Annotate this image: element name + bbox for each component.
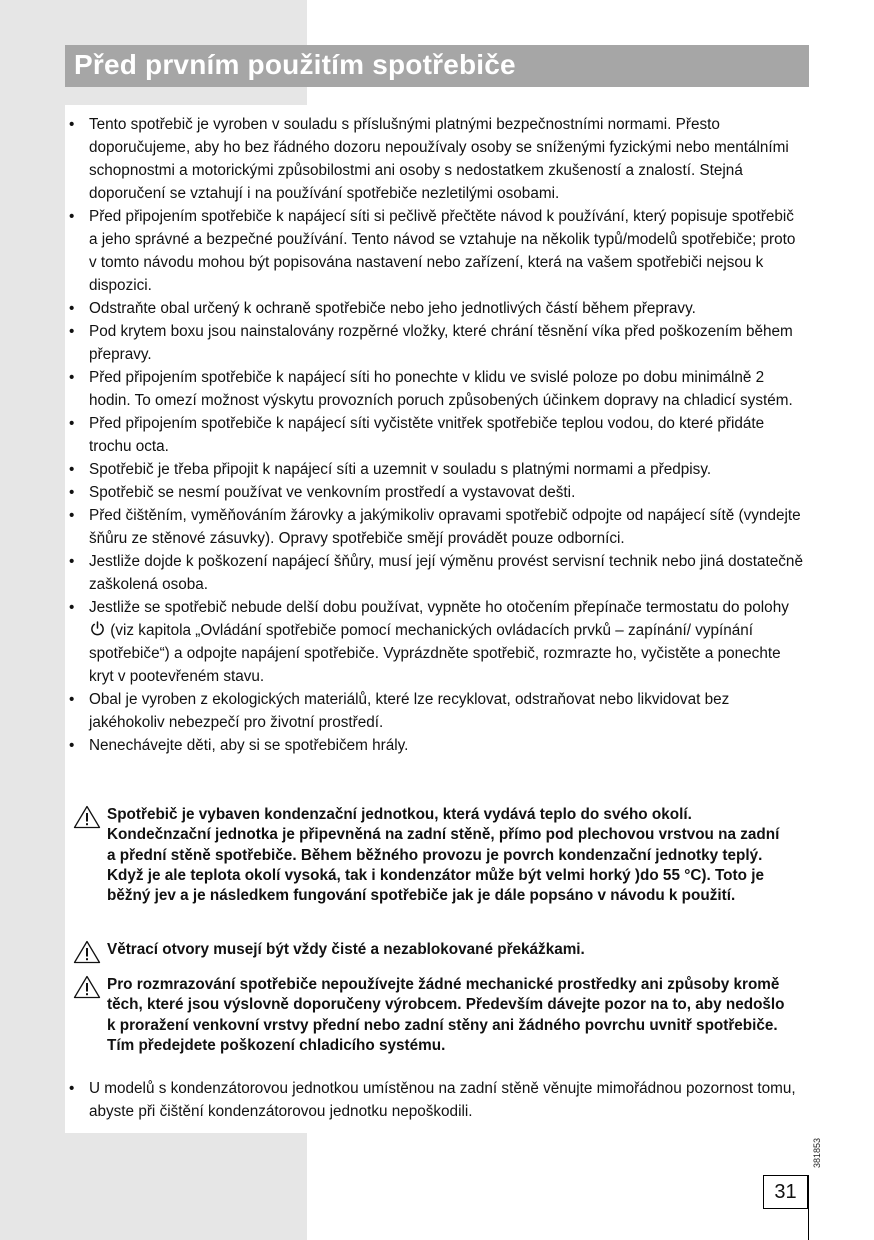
- bullet-dot: •: [69, 507, 75, 524]
- list-item-text: Před připojením spotřebiče k napájecí síti vyčistěte vnitřek spotřebiče teplou vodou, do které přidáte trochu octa.: [89, 415, 765, 455]
- list-item-text: Jestliže dojde k poškození napájecí šňůry, musí její výměnu provést servisní technik nebo jiná dostatečně zaškolená osoba.: [89, 553, 803, 593]
- title-bar: [65, 45, 809, 87]
- list-item-text: Odstraňte obal určený k ochraně spotřebiče nebo jeho jednotlivých částí během přepravy.: [89, 300, 696, 317]
- bullet-dot: •: [69, 461, 75, 478]
- bullet-dot: •: [69, 737, 75, 754]
- warning-text: Větrací otvory musejí být vždy čisté a nezablokované překážkami.: [107, 941, 585, 958]
- document-code: 381853: [812, 1137, 822, 1168]
- power-icon: [90, 621, 105, 636]
- list-item-text: Obal je vyroben z ekologických materiálů, které lze recyklovat, odstraňovat nebo likvidovat bez jakéhokoliv nebezpečí pro životní prostředí.: [89, 691, 730, 731]
- warning-block: [65, 975, 809, 1056]
- bullet-list: [65, 105, 809, 757]
- bullet-dot: •: [69, 599, 75, 616]
- list-item: [65, 205, 809, 297]
- page-number: 31: [763, 1175, 808, 1209]
- page-edge-line: [808, 1175, 809, 1240]
- list-item-text: Tento spotřebič je vyroben v souladu s příslušnými platnými bezpečnostními normami. Přesto doporučujeme, aby ho bez řádného dozoru nepoužívaly osoby se sníženými fyzickými nebo mentálními schopnostmi a motorickými způsobilostmi ani osoby s nedostatkem zkušeností a znalostí. Stejná doporučení se vztahují i na používání spotřebiče nezletilými osobami.: [89, 116, 789, 202]
- list-item: [65, 1077, 809, 1123]
- warning-triangle-icon: [73, 805, 101, 829]
- warning-block: [65, 940, 809, 960]
- bullet-dot: •: [69, 300, 75, 317]
- bullet-dot: •: [69, 116, 75, 133]
- list-item: [65, 297, 809, 320]
- warning-block: [65, 805, 809, 906]
- page-title: Před prvním použitím spotřebiče: [74, 49, 516, 80]
- bullet-dot: •: [69, 553, 75, 570]
- list-item-text: U modelů s kondenzátorovou jednotkou umístěnou na zadní stěně věnujte mimořádnou pozornost tomu, abyste při čištění kondenzátorovou jednotku nepoškodili.: [89, 1080, 796, 1120]
- list-item: [65, 113, 809, 205]
- list-item-text: Před připojením spotřebiče k napájecí síti si pečlivě přečtěte návod k používání, který popisuje spotřebič a jeho správné a bezpečné používání. Tento návod se vztahuje na několik typů/modelů spotřebiče; proto v tomto návodu mohou být popisována nastavení nebo zařízení, která na vašem spotřebiči nejsou k dispozici.: [89, 208, 796, 294]
- list-item: [65, 596, 809, 688]
- bullet-dot: •: [69, 415, 75, 432]
- list-item: [65, 320, 809, 366]
- list-item: [65, 504, 809, 550]
- list-item: [65, 688, 809, 734]
- list-item-text: Nenechávejte děti, aby si se spotřebičem hrály.: [89, 737, 409, 754]
- warning-triangle-icon: [73, 975, 101, 999]
- list-item-text: Spotřebič se nesmí používat ve venkovním prostředí a vystavovat dešti.: [89, 484, 576, 501]
- bullet-list: [65, 1077, 809, 1123]
- warning-text: Pro rozmrazování spotřebiče nepoužívejte žádné mechanické prostředky ani způsoby kromě těch, které jsou výslovně doporučeny výrobcem. Především dávejte pozor na to, aby nedošlo k proražení venkovní vrstvy přední nebo zadní stěny ani žádného povrchu uvnitř spotřebiče. Tím předejdete poškození chladicího systému.: [107, 976, 785, 1054]
- bullet-dot: •: [69, 691, 75, 708]
- content-area: [65, 105, 809, 1133]
- list-item: [65, 366, 809, 412]
- list-item: [65, 734, 809, 757]
- warning-text: Spotřebič je vybaven kondenzační jednotkou, která vydává teplo do svého okolí. Kondečnzační jednotka je připevněná na zadní stěně, přímo pod plechovou vrstvou na zadní a přední stěně spotřebiče. Během běžného provozu je povrch kondenzační jednotky teplý. Když je ale teplota okolí vysoká, tak i kondenzátor může být velmi horký )do 55 °C). Toto je běžný jev a je následkem fungování spotřebiče jak je dále popsáno v návodu k použití.: [107, 806, 780, 905]
- list-item-text: Před čištěním, vyměňováním žárovky a jakýmikoliv opravami spotřebič odpojte od napájecí sítě (vyndejte šňůru ze stěnové zásuvky). Opravy spotřebiče smějí provádět pouze odborníci.: [89, 507, 801, 547]
- bullet-dot: •: [69, 369, 75, 386]
- bullet-dot: •: [69, 208, 75, 225]
- bullet-dot: •: [69, 323, 75, 340]
- list-item: [65, 481, 809, 504]
- list-item-text-before-icon: Jestliže se spotřebič nebude delší dobu používat, vypněte ho otočením přepínače termostatu do polohy: [89, 599, 789, 616]
- list-item-text: Před připojením spotřebiče k napájecí síti ho ponechte v klidu ve svislé poloze po dobu minimálně 2 hodin. To omezí možnost výskytu provozních poruch způsobených účinkem dopravy na chladicí systém.: [89, 369, 793, 409]
- list-item-text-after-icon: (viz kapitola „Ovládání spotřebiče pomocí mechanických ovládacích prvků – zapínání/ vypínání spotřebiče“) a odpojte napájení spotřebiče. Vyprázdněte spotřebič, rozmrazte ho, vyčistěte a ponechte kryt v pootevřeném stavu.: [89, 622, 781, 685]
- list-item: [65, 458, 809, 481]
- list-item: [65, 412, 809, 458]
- list-item-text: Pod krytem boxu jsou nainstalovány rozpěrné vložky, které chrání těsnění víka před poškozením během přepravy.: [89, 323, 793, 363]
- warning-triangle-icon: [73, 940, 101, 964]
- bullet-dot: •: [69, 1080, 75, 1097]
- list-item-text: Spotřebič je třeba připojit k napájecí síti a uzemnit v souladu s platnými normami a předpisy.: [89, 461, 712, 478]
- bottom-bullet-list: [65, 1077, 809, 1123]
- list-item: [65, 550, 809, 596]
- bullet-dot: •: [69, 484, 75, 501]
